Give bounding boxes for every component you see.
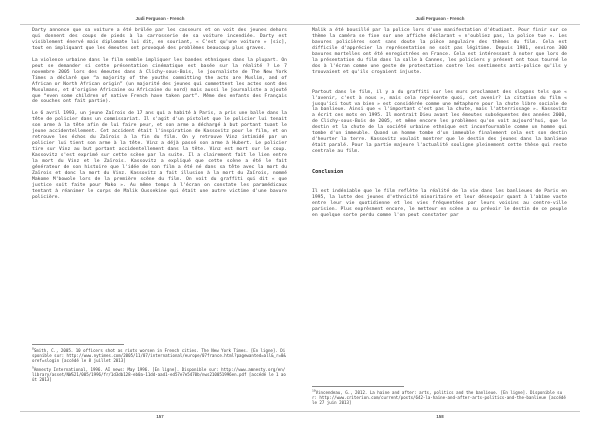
page-body [312,28,567,219]
footnote-rule [312,386,404,387]
header-rule [20,24,300,25]
body-paragraph: La violence urbaine dans le film semble impliquer les bandes ethniques dans la plupart. On peut se demander si cette présentation cinématique est basée sur la réalité ? Le 7 novembre 2005 lors des émeutes dans à Clichy-sous-Bois, le journaliste de The New York Times a déclaré que “a majority of the youths committing the acts are Muslim, and of African or North African origin” (un majorité des jeunes qui commettent les actes sont des Musulmans, et d'origine Africaine ou Africaine du nord) mais aussi le journaliste a ajouté que “even some children of native French have taken part”. Même des enfants des Français de souches ont fait partie). [32,57,287,105]
footnote-number: 8 [32,346,34,351]
footer-rule [300,411,580,412]
header-rule [300,24,580,25]
body-paragraph: Il est indéniable que le film reflète la réalité de la vie dans les banlieues de Paris en 1995, la lutte des jeunes d'ethnicité minoritaire et leur désespoir quant à l'abîme vaste entre leur vie quotidienne et les vies fréquentées par leurs voisins au centre-ville parisien. Plus exprèsment encore, le metteur en scène a su prévoir le destin de ce peuple en quelque sorte perdu comme l'on peut constater par [312,189,567,218]
footnote-text: Smith, C., 2005. 10 officers shot as riots worsen in French cities. The New York Times. [En ligne]. Disponible sur: http://www.nytimes.com/2005/11/07/international/europe/07france.html?pagewanted=all&_r=0&oref=slogin [accédé le 8 juillet 2013] [32,348,286,364]
left-page [20,0,300,424]
running-head: Judi Ferguson - French [135,16,185,21]
right-page [300,0,580,424]
footnote [32,348,287,363]
footnote [32,367,287,382]
footnote-rule [32,344,124,345]
footer-rule [20,411,300,412]
body-paragraph: Le 6 avril 1993, un jeune Zaïrois de 17 ans qui a habité à Paris, a pris une balle dans la tête de policier dans un commissariat. Il s'agit d'un pistolet que le policier lui tenait son arme à la tête afin de lui faire peur, et son arme a déchargé à but portant tuant le jeune accidentellement. Cet accident était l'inspiration de Kassovitz pour le film, et on retrouve les échos du Zaïrois à la fin du film. On y retrouve Vinz intimidé par un policier lui tient son arme à la tête. Vinz a déjà passé son arme à Hubert. Le policier tire sur Vinz au but portant accidentellement dans la tête. Vinz est mort sur le coup. Kassovitz s'est exprimé sur cette scène par la suite. Il a clairement fait le lien entre la mort du Vinz et le Zaïrois. Kassovitz a expliqué que cette scène a été le fait générateur de son histoire que l'idée de son film a été né dans sa tête avec la mort du Zaïrois et donc la mort du Vinz. Kassovitz a fait illusion à la mort du Zaïrois, nommé Makome M'bowole lors de la première scène du film. On voit du graffiti qui dit « que justice soit faite pour Mako ». Au même temps à l'écran on constate les paramédicaux tentant à réanimer le corps de Malik Oussekine qui était une autre victime d'une bavure policière. [32,111,287,200]
footnotes [312,386,567,409]
body-paragraph: Partout dans le film, il y a du graffiti sur les murs proclamant des slogans tels que « l'avenir, c'est à nous », mais cela représente quoi, cet avenir? La citation du film « jusqu'ici tout va bien » est considérée comme une métaphore pour la chute libre sociale de la banlieue. Ainsi que « l'important c'est pas la chute, mais l'atterrissage ». Kassovitz a écrit ces mots en 1995. Il montrait Dieu avant les émeutes subséquentes des années 2000, de Clichy-sous-Bois de 2005, et même encore les problèmes qu'on voit aujourd'hui, que le destin et la chute de la société urbaine ethnique est inconfournable comme un homme qui tombe d'un immeuble. Quand un homme tombe d'un immeuble finalement cela est son destin d'heurter la terre. Kassovitz voulait montrer que le destin des jeunes dans la banlieue était paralé. Pour la partie majeure l'actualité souligne pleinement cette thèse qui reste centrale au film. [312,89,567,155]
page-body [32,28,287,201]
footnote-text: Vincendeau, G., 2012. La haine and after: arts, politics and the banlieue. [En ligne]. Disponible sur: http://www.criterion.com/current/posts/642-la-haine-and-after-arts-politics-and-the-banlieue [accédé le 27 juin 2013] [312,390,566,406]
footnote-number: 10 [312,388,316,393]
section-heading: Conclusion [312,169,344,176]
footnotes [32,344,287,387]
footnote-text: Amnesty International, 1996. AI news: May 1996. [En ligne]. Disponible sur: http://www.amnesty.org/en/library/asset/NWS21/005/1996/fr/1d3db128-eb0a-11dd-aad1-ed57e7e5470b/nws210051996en.pdf [accédé le 1 août 2013] [32,367,286,383]
footnote-number: 9 [32,365,34,370]
footnote [312,390,567,405]
body-paragraph: Darty annonce que sa voiture a été brûlée par les casseurs et on voit des jeunes dehors qui donnent des coups de pieds à la carrosserie de sa voiture incendiée. Darty est visiblement énervé mais diplomate lui dit, en souriant, « C'est qu'une voiture » [sic], tout en impliquant que les émeutes ont provoqué des problèmes beaucoup plus graves. [32,28,287,51]
page-number: 158 [436,414,444,419]
body-paragraph: Malik a été bousillé par la police lors d'une manifestation d'étudiant. Pour finir sur ce thème la caméra se fixe sur une affiche déclarant « n'oubliez pas, la police tue ». Les bavures policières sont sans doute la pièce angulaire des thèmes du film. Cela est difficile d'apprécier la représentation ne soit pas légitime. Depuis 1981, environ 300 bavures mortelles ont été enregistrées en France. Cela est intéressant à noter que lors de la présentation du film dans la salle à Cannes, les policiers y présent ont tous tourné le dos à l'écran comme une geste de protestation contre les sentiments anti-police qu'ils y trouvaient et qu'ils croyaient injuste. [312,28,567,75]
running-head: Judi Ferguson - French [415,16,465,21]
page-number: 157 [156,414,164,419]
